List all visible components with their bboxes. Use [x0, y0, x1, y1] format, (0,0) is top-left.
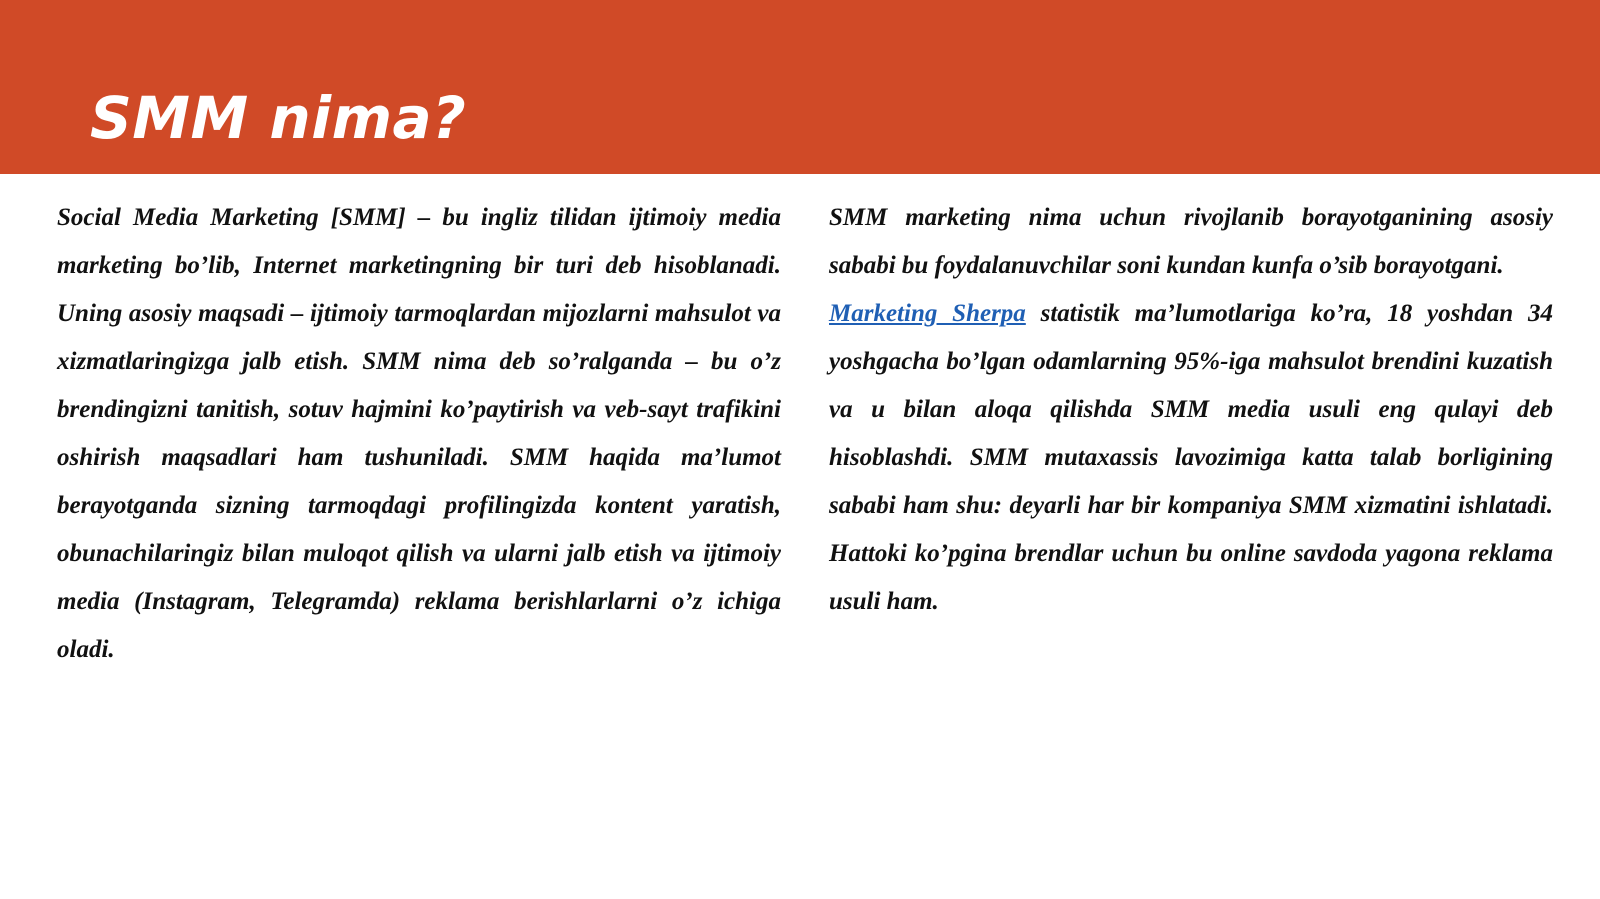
right-paragraph-2	[829, 290, 1553, 626]
left-column	[57, 194, 781, 674]
marketing-sherpa-link[interactable]: Marketing Sherpa	[829, 300, 1026, 327]
right-column	[829, 194, 1553, 626]
right-paragraph-2-text: statistik ma’lumotlariga ko’ra, 18 yoshdan 34 yoshgacha bo’lgan odamlarning 95%-iga mahsulot brendini kuzatish va u bilan aloqa qilishda SMM media usuli eng qulayi deb hisoblashdi. SMM mutaxassis lavozimiga katta talab borligining sababi ham shu: deyarli har bir kompaniya SMM xizmatini ishlatadi. Hattoki ko’pgina brendlar uchun bu online savdoda yagona reklama usuli ham.	[829, 300, 1553, 615]
left-paragraph: Social Media Marketing [SMM] – bu ingliz tilidan ijtimoiy media marketing bo’lib, Internet marketingning bir turi deb hisoblanadi. Uning asosiy maqsadi – ijtimoiy tarmoqlardan mijozlarni mahsulot va xizmatlaringizga jalb etish. SMM nima deb so’ralganda – bu o’z brendingizni tanitish, sotuv hajmini ko’paytirish va veb-sayt trafikini oshirish maqsadlari ham tushuniladi. SMM haqida ma’lumot berayotganda sizning tarmoqdagi profilingizda kontent yaratish, obunachilaringiz bilan muloqot qilish va ularni jalb etish va ijtimoiy media (Instagram, Telegramda) reklama berishlarlarni o’z ichiga oladi.	[57, 204, 781, 663]
slide-title: SMM nima?	[90, 84, 467, 152]
right-paragraph-1: SMM marketing nima uchun rivojlanib borayotganining asosiy sababi bu foydalanuvchilar soni kundan kunfa o’sib borayotgani.	[829, 204, 1553, 279]
